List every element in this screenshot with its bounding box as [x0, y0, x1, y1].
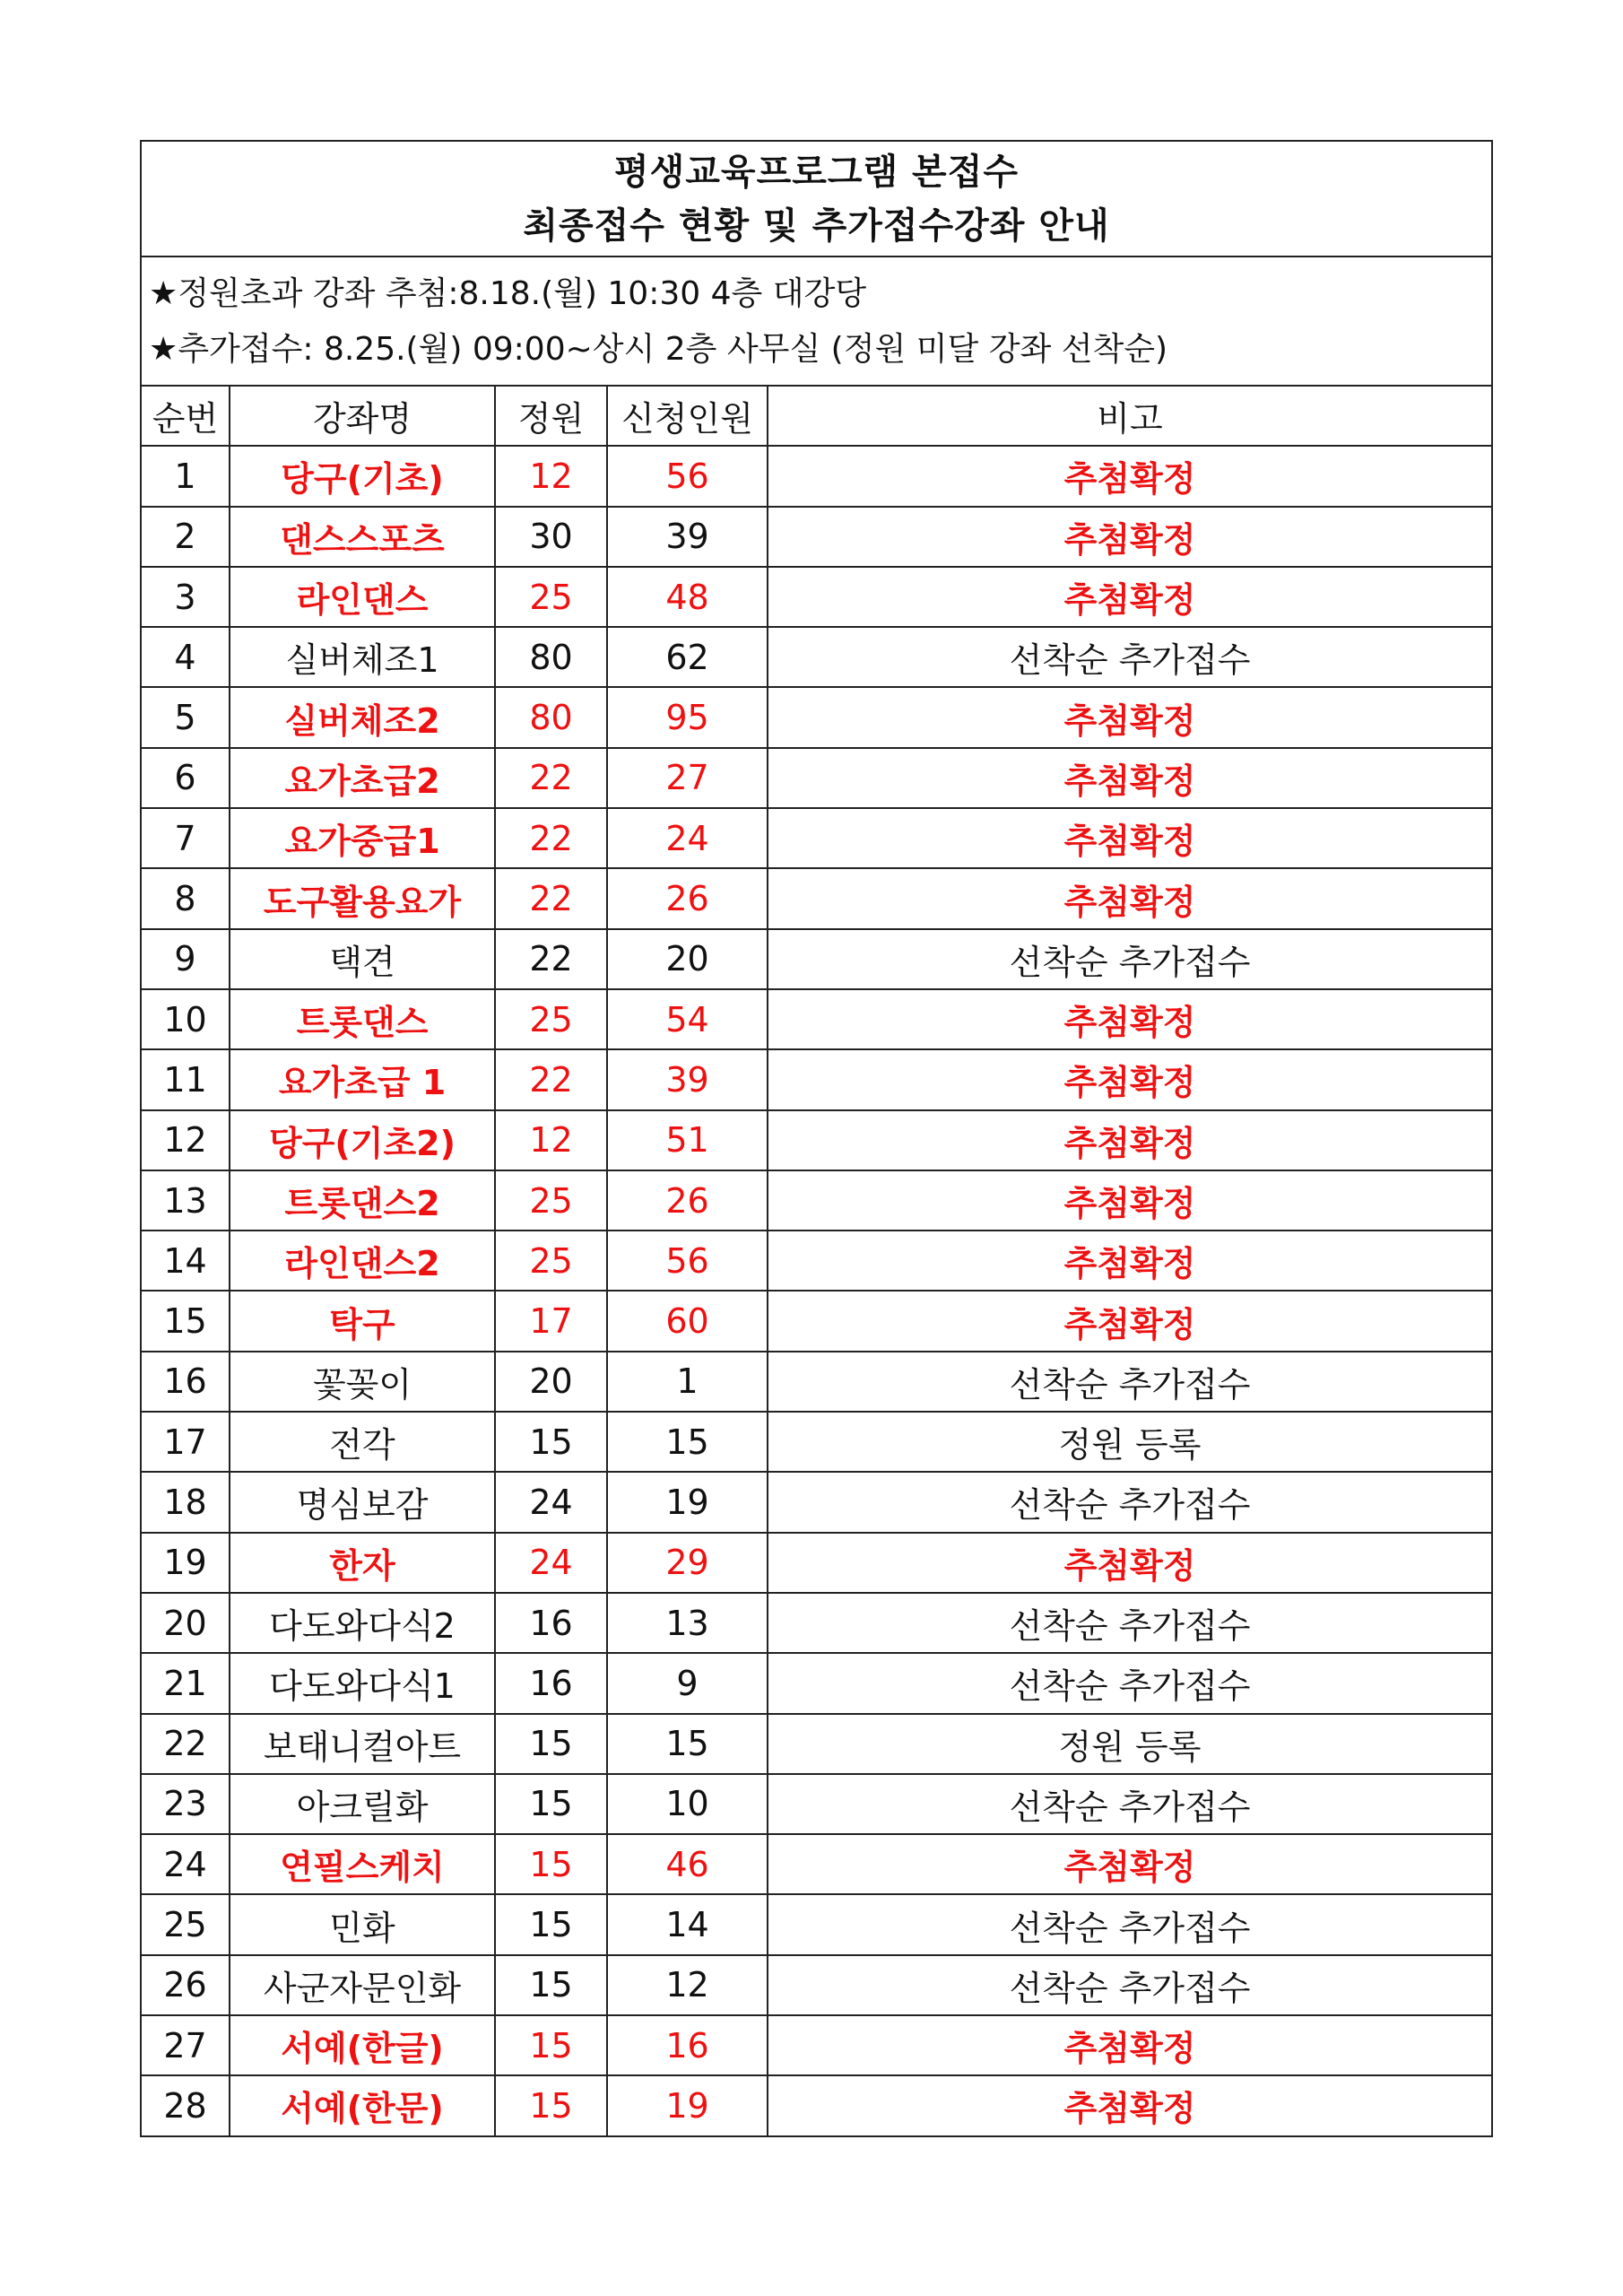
- applicants-value: 46: [607, 1834, 768, 1894]
- course-name: 요가중급1: [230, 808, 495, 868]
- applicants-value: 60: [607, 1291, 768, 1351]
- row-number: 17: [142, 1412, 230, 1472]
- capacity-value: 15: [495, 1412, 607, 1472]
- capacity-value: 30: [495, 507, 607, 567]
- note-value: 추첨확정: [768, 1291, 1491, 1351]
- row-number: 11: [142, 1049, 230, 1109]
- row-number: 3: [142, 567, 230, 627]
- note-value: 추첨확정: [768, 748, 1491, 808]
- table-row: [142, 1955, 1491, 2015]
- row-number: 9: [142, 929, 230, 989]
- applicants-value: 20: [607, 929, 768, 989]
- capacity-value: 25: [495, 1231, 607, 1291]
- applicants-value: 13: [607, 1593, 768, 1653]
- col-header-name: 강좌명: [230, 387, 495, 446]
- table-row: [142, 808, 1491, 868]
- note-value: 추첨확정: [768, 2075, 1491, 2135]
- row-number: 7: [142, 808, 230, 868]
- row-number: 21: [142, 1653, 230, 1713]
- row-number: 13: [142, 1170, 230, 1231]
- note-value: 정원 등록: [768, 1412, 1491, 1472]
- row-number: 28: [142, 2075, 230, 2135]
- note-value: 추첨확정: [768, 1533, 1491, 1593]
- row-number: 2: [142, 507, 230, 567]
- table-row: [142, 1834, 1491, 1894]
- row-number: 22: [142, 1714, 230, 1774]
- note-value: 추첨확정: [768, 989, 1491, 1049]
- table-body: [142, 446, 1491, 2135]
- table-row: [142, 1894, 1491, 1954]
- table-row: [142, 1533, 1491, 1593]
- capacity-value: 24: [495, 1472, 607, 1532]
- course-name: 서예(한글): [230, 2015, 495, 2075]
- notice-box: [142, 257, 1491, 387]
- note-value: 추첨확정: [768, 808, 1491, 868]
- course-name: 도구활용요가: [230, 868, 495, 928]
- row-number: 23: [142, 1774, 230, 1834]
- table-header-row: [142, 387, 1491, 446]
- table-row: [142, 446, 1491, 506]
- row-number: 4: [142, 627, 230, 687]
- course-name: 민화: [230, 1894, 495, 1954]
- applicants-value: 26: [607, 1170, 768, 1231]
- note-value: 선착순 추가접수: [768, 1593, 1491, 1653]
- row-number: 10: [142, 989, 230, 1049]
- capacity-value: 25: [495, 1170, 607, 1231]
- table-row: [142, 1049, 1491, 1109]
- table-row: [142, 1110, 1491, 1170]
- row-number: 24: [142, 1834, 230, 1894]
- course-name: 요가초급2: [230, 748, 495, 808]
- note-value: 추첨확정: [768, 1231, 1491, 1291]
- course-table: [142, 387, 1491, 2135]
- capacity-value: 12: [495, 446, 607, 506]
- table-row: [142, 2015, 1491, 2075]
- row-number: 6: [142, 748, 230, 808]
- table-row: [142, 748, 1491, 808]
- capacity-value: 15: [495, 1955, 607, 2015]
- capacity-value: 15: [495, 2075, 607, 2135]
- note-value: 추첨확정: [768, 1170, 1491, 1231]
- course-name: 택견: [230, 929, 495, 989]
- capacity-value: 22: [495, 748, 607, 808]
- capacity-value: 22: [495, 808, 607, 868]
- note-value: 선착순 추가접수: [768, 1352, 1491, 1412]
- applicants-value: 56: [607, 1231, 768, 1291]
- table-row: [142, 1231, 1491, 1291]
- applicants-value: 16: [607, 2015, 768, 2075]
- course-name: 트롯댄스: [230, 989, 495, 1049]
- course-name: 다도와다식1: [230, 1653, 495, 1713]
- capacity-value: 25: [495, 567, 607, 627]
- applicants-value: 1: [607, 1352, 768, 1412]
- row-number: 1: [142, 446, 230, 506]
- applicants-value: 9: [607, 1653, 768, 1713]
- note-value: 선착순 추가접수: [768, 1774, 1491, 1834]
- table-row: [142, 1472, 1491, 1532]
- capacity-value: 15: [495, 2015, 607, 2075]
- capacity-value: 22: [495, 929, 607, 989]
- course-name: 댄스스포츠: [230, 507, 495, 567]
- course-name: 다도와다식2: [230, 1593, 495, 1653]
- capacity-value: 15: [495, 1774, 607, 1834]
- row-number: 12: [142, 1110, 230, 1170]
- applicants-value: 51: [607, 1110, 768, 1170]
- note-value: 선착순 추가접수: [768, 1894, 1491, 1954]
- capacity-value: 16: [495, 1653, 607, 1713]
- note-value: 추첨확정: [768, 507, 1491, 567]
- capacity-value: 15: [495, 1894, 607, 1954]
- table-row: [142, 507, 1491, 567]
- capacity-value: 15: [495, 1714, 607, 1774]
- capacity-value: 20: [495, 1352, 607, 1412]
- table-row: [142, 1412, 1491, 1472]
- capacity-value: 80: [495, 627, 607, 687]
- applicants-value: 12: [607, 1955, 768, 2015]
- row-number: 16: [142, 1352, 230, 1412]
- applicants-value: 62: [607, 627, 768, 687]
- note-value: 추첨확정: [768, 687, 1491, 747]
- applicants-value: 19: [607, 2075, 768, 2135]
- applicants-value: 24: [607, 808, 768, 868]
- table-row: [142, 929, 1491, 989]
- applicants-value: 48: [607, 567, 768, 627]
- course-name: 명심보감: [230, 1472, 495, 1532]
- table-row: [142, 1714, 1491, 1774]
- applicants-value: 19: [607, 1472, 768, 1532]
- course-name: 꽃꽂이: [230, 1352, 495, 1412]
- row-number: 27: [142, 2015, 230, 2075]
- note-value: 추첨확정: [768, 1049, 1491, 1109]
- course-name: 라인댄스2: [230, 1231, 495, 1291]
- applicants-value: 56: [607, 446, 768, 506]
- table-row: [142, 989, 1491, 1049]
- course-name: 사군자문인화: [230, 1955, 495, 2015]
- note-value: 추첨확정: [768, 868, 1491, 928]
- course-name: 탁구: [230, 1291, 495, 1351]
- note-value: 선착순 추가접수: [768, 1653, 1491, 1713]
- row-number: 26: [142, 1955, 230, 2015]
- course-name: 서예(한문): [230, 2075, 495, 2135]
- applicants-value: 14: [607, 1894, 768, 1954]
- note-value: 추첨확정: [768, 567, 1491, 627]
- applicants-value: 54: [607, 989, 768, 1049]
- row-number: 18: [142, 1472, 230, 1532]
- capacity-value: 16: [495, 1593, 607, 1653]
- table-row: [142, 1774, 1491, 1834]
- note-value: 추첨확정: [768, 1834, 1491, 1894]
- capacity-value: 17: [495, 1291, 607, 1351]
- table-row: [142, 627, 1491, 687]
- applicants-value: 29: [607, 1533, 768, 1593]
- applicants-value: 95: [607, 687, 768, 747]
- course-name: 보태니컬아트: [230, 1714, 495, 1774]
- row-number: 20: [142, 1593, 230, 1653]
- table-row: [142, 1593, 1491, 1653]
- notice-additional: ★추가접수: 8.25.(월) 09:00~상시 2층 사무실 (정원 미달 강좌 선착순): [149, 331, 1168, 368]
- notice-lottery: ★정원초과 강좌 추첨:8.18.(월) 10:30 4층 대강당: [149, 275, 867, 312]
- capacity-value: 24: [495, 1533, 607, 1593]
- note-value: 정원 등록: [768, 1714, 1491, 1774]
- table-row: [142, 1352, 1491, 1412]
- note-value: 추첨확정: [768, 2015, 1491, 2075]
- course-name: 전각: [230, 1412, 495, 1472]
- course-name: 당구(기초2): [230, 1110, 495, 1170]
- row-number: 19: [142, 1533, 230, 1593]
- table-row: [142, 1170, 1491, 1231]
- course-name: 실버체조2: [230, 687, 495, 747]
- note-value: 선착순 추가접수: [768, 1955, 1491, 2015]
- note-value: 추첨확정: [768, 446, 1491, 506]
- title-line-2: 최종접수 현황 및 추가접수강좌 안내: [523, 204, 1110, 247]
- note-value: 선착순 추가접수: [768, 627, 1491, 687]
- course-name: 연필스케치: [230, 1834, 495, 1894]
- capacity-value: 15: [495, 1834, 607, 1894]
- course-name: 요가초급 1: [230, 1049, 495, 1109]
- table-row: [142, 687, 1491, 747]
- course-name: 실버체조1: [230, 627, 495, 687]
- title-box: [142, 142, 1491, 257]
- row-number: 25: [142, 1894, 230, 1954]
- capacity-value: 22: [495, 868, 607, 928]
- col-header-no: 순번: [142, 387, 230, 446]
- applicants-value: 10: [607, 1774, 768, 1834]
- table-row: [142, 2075, 1491, 2135]
- applicants-value: 27: [607, 748, 768, 808]
- course-name: 라인댄스: [230, 567, 495, 627]
- applicants-value: 26: [607, 868, 768, 928]
- col-header-capacity: 정원: [495, 387, 607, 446]
- applicants-value: 15: [607, 1714, 768, 1774]
- title-line-1: 평생교육프로그램 본접수: [614, 151, 1019, 193]
- course-name: 당구(기초): [230, 446, 495, 506]
- applicants-value: 39: [607, 1049, 768, 1109]
- capacity-value: 80: [495, 687, 607, 747]
- note-value: 선착순 추가접수: [768, 1472, 1491, 1532]
- note-value: 선착순 추가접수: [768, 929, 1491, 989]
- applicants-value: 15: [607, 1412, 768, 1472]
- capacity-value: 12: [495, 1110, 607, 1170]
- table-row: [142, 868, 1491, 928]
- row-number: 15: [142, 1291, 230, 1351]
- capacity-value: 25: [495, 989, 607, 1049]
- course-name: 트롯댄스2: [230, 1170, 495, 1231]
- row-number: 14: [142, 1231, 230, 1291]
- table-row: [142, 1653, 1491, 1713]
- notice-sheet: [140, 140, 1493, 2137]
- col-header-applicants: 신청인원: [607, 387, 768, 446]
- course-name: 아크릴화: [230, 1774, 495, 1834]
- col-header-note: 비고: [768, 387, 1491, 446]
- applicants-value: 39: [607, 507, 768, 567]
- table-row: [142, 567, 1491, 627]
- capacity-value: 22: [495, 1049, 607, 1109]
- note-value: 추첨확정: [768, 1110, 1491, 1170]
- row-number: 8: [142, 868, 230, 928]
- course-name: 한자: [230, 1533, 495, 1593]
- row-number: 5: [142, 687, 230, 747]
- table-row: [142, 1291, 1491, 1351]
